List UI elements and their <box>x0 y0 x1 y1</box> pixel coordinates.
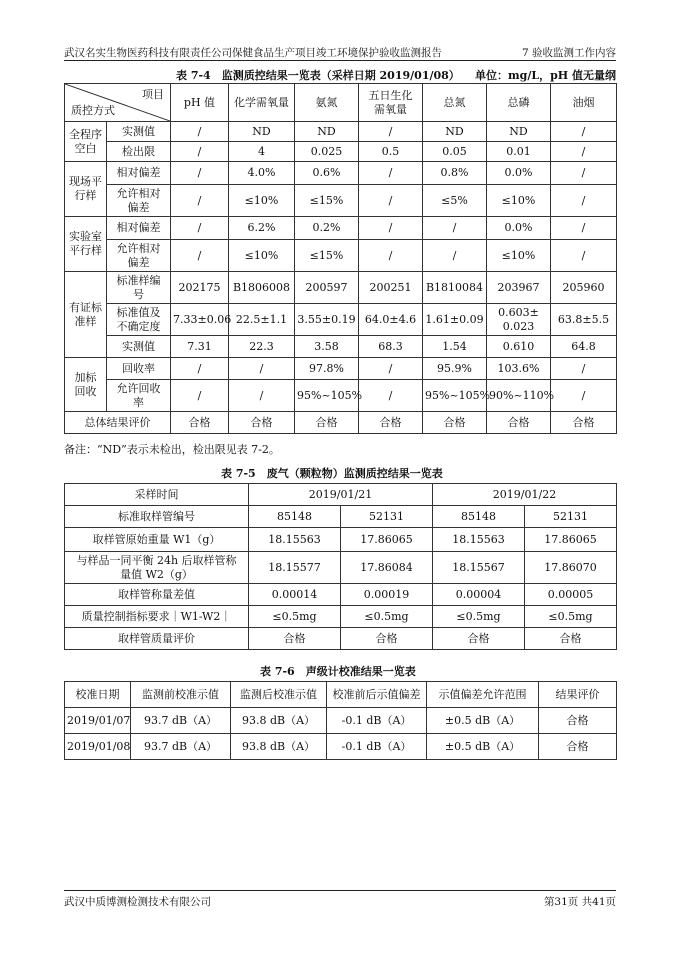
table-7-6-cell: 合格 <box>539 708 617 734</box>
table-7-4-total-cell: 合格 <box>171 412 229 434</box>
table-7-5-cell: 合格 <box>433 628 525 650</box>
table-7-6-cell: 2019/01/07 <box>65 708 131 734</box>
table-7-6-col-header: 示值偏差允许范围 <box>427 682 539 708</box>
table-7-6-cell: 93.8 dB（A） <box>231 708 327 734</box>
table-7-4-cell: / <box>359 122 423 142</box>
table-7-4-total-cell: 合格 <box>487 412 551 434</box>
table-7-4-cell: 200251 <box>359 272 423 304</box>
table-7-4-cell: / <box>229 358 295 380</box>
table-7-5-row-label: 取样管原始重量 W1（g） <box>65 528 249 552</box>
table-7-5-cell: 85148 <box>249 506 341 528</box>
table-7-5-row-label: 取样管质量评价 <box>65 628 249 650</box>
table-7-6-cell: 93.7 dB（A） <box>131 708 231 734</box>
table-7-5-row-label: 采样时间 <box>65 484 249 506</box>
table-7-5-cell: 17.86070 <box>525 552 617 584</box>
table-7-6-cell: 2019/01/08 <box>65 734 131 760</box>
table-7-4-cell: ND <box>423 122 487 142</box>
table-7-4-col-header: 油烟 <box>551 84 617 122</box>
table-7-6-col-header: 结果评价 <box>539 682 617 708</box>
table-7-4-cell: 95%~105% <box>423 380 487 412</box>
table-7-5-row <box>65 584 617 606</box>
table-7-4-cell: / <box>359 185 423 217</box>
table-7-4-col-header: 总磷 <box>487 84 551 122</box>
table-7-4-cell: ≤10% <box>487 240 551 272</box>
table-7-4-cell: 0.025 <box>295 142 359 162</box>
table-7-4-cell: 203967 <box>487 272 551 304</box>
table-7-4-cell: / <box>171 162 229 185</box>
table-7-4-cell: / <box>551 142 617 162</box>
table-7-4-cell: 6.2% <box>229 217 295 240</box>
table-7-5-cell: 合格 <box>525 628 617 650</box>
table-7-6-cell: 93.7 dB（A） <box>131 734 231 760</box>
table-7-4-group-name: 加标 回收 <box>65 358 107 412</box>
table-7-4-cell: 4 <box>229 142 295 162</box>
table-7-6-cell: -0.1 dB（A） <box>327 708 427 734</box>
table-7-4-cell: 0.0% <box>487 162 551 185</box>
table-7-5 <box>64 483 617 650</box>
table-7-4-cell: / <box>359 380 423 412</box>
table-7-4-row-label: 实测值 <box>107 336 171 358</box>
table-7-4-cell: 0.05 <box>423 142 487 162</box>
table-7-4-cell: ≤10% <box>487 185 551 217</box>
table-7-4-header-row <box>65 84 617 122</box>
table-7-4-cell: 90%~110% <box>487 380 551 412</box>
table-7-5-row-label: 取样管称量差值 <box>65 584 249 606</box>
table-7-6 <box>64 681 617 760</box>
table-7-4-cell: 7.33±0.06 <box>171 304 229 336</box>
table-7-6-cell: ±0.5 dB（A） <box>427 734 539 760</box>
table-7-4-col-header: 氨氮 <box>295 84 359 122</box>
table-7-4-total-cell: 合格 <box>229 412 295 434</box>
table-7-5-row <box>65 484 617 506</box>
table-7-4-cell: / <box>551 162 617 185</box>
footer-page-number: 第31页 共41页 <box>543 896 616 908</box>
table-7-6-cell: 93.8 dB（A） <box>231 734 327 760</box>
table-7-6-cell: 合格 <box>539 734 617 760</box>
table-7-4 <box>64 83 617 434</box>
table-7-4-cell: / <box>359 358 423 380</box>
table-7-5-cell: 18.15563 <box>249 528 341 552</box>
table-7-4-cell: / <box>229 380 295 412</box>
table-7-5-cell: 0.00005 <box>525 584 617 606</box>
table-7-4-cell: 205960 <box>551 272 617 304</box>
table-7-4-cell: / <box>359 162 423 185</box>
table-7-4-cell: / <box>551 122 617 142</box>
table-7-4-cell: / <box>359 217 423 240</box>
table-7-4-col-header: 化学需氧量 <box>229 84 295 122</box>
corner-label-item: 项目 <box>142 88 164 101</box>
table-7-5-row <box>65 528 617 552</box>
table-7-4-cell: / <box>551 185 617 217</box>
page-footer <box>64 890 616 907</box>
table-7-5-row <box>65 606 617 628</box>
table-7-5-cell: 18.15563 <box>433 528 525 552</box>
table-7-6-caption: 表 7-6 声级计校准结果一览表 <box>260 665 416 678</box>
table-7-5-row-label: 质量控制指标要求｜W1-W2｜ <box>65 606 249 628</box>
table-7-5-cell: 17.86065 <box>525 528 617 552</box>
table-7-4-cell: 64.8 <box>551 336 617 358</box>
table-7-4-cell: 7.31 <box>171 336 229 358</box>
table-7-4-cell: 1.54 <box>423 336 487 358</box>
table-7-4-cell: / <box>171 240 229 272</box>
table-7-4-cell: 97.8% <box>295 358 359 380</box>
table-7-4-col-header: pH 值 <box>171 84 229 122</box>
table-7-4-row <box>65 217 617 240</box>
table-7-4-row <box>65 336 617 358</box>
table-7-4-cell: 0.5 <box>359 142 423 162</box>
table-7-4-total-cell: 合格 <box>551 412 617 434</box>
table-7-4-cell: 0.610 <box>487 336 551 358</box>
table-7-5-cell: ≤0.5mg <box>433 606 525 628</box>
table-7-4-group-name: 有证标 准样 <box>65 272 107 358</box>
table-7-4-cell: / <box>423 240 487 272</box>
table-7-4-row-label: 允许回收 率 <box>107 380 171 412</box>
table-7-4-col-header: 五日生化 需氧量 <box>359 84 423 122</box>
table-7-4-cell: / <box>551 217 617 240</box>
table-7-4-group-name: 全程序 空白 <box>65 122 107 162</box>
table-7-4-note: 备注：“ND”表示未检出，检出限见表 7-2。 <box>64 443 280 456</box>
table-7-4-row <box>65 185 617 217</box>
page-header <box>64 44 616 61</box>
table-7-6-col-header: 监测后校准示值 <box>231 682 327 708</box>
table-7-4-row-label: 允许相对 偏差 <box>107 185 171 217</box>
table-7-4-cell: 0.0% <box>487 217 551 240</box>
table-7-4-cell: / <box>171 142 229 162</box>
table-7-6-col-header: 校准前后示值偏差 <box>327 682 427 708</box>
table-7-4-row <box>65 142 617 162</box>
table-7-5-cell: 0.00019 <box>341 584 433 606</box>
table-7-4-cell: B1806008 <box>229 272 295 304</box>
table-7-4-cell: / <box>423 217 487 240</box>
table-7-4-cell: / <box>171 217 229 240</box>
table-7-4-cell: / <box>359 240 423 272</box>
table-7-5-cell: ≤0.5mg <box>525 606 617 628</box>
table-7-6-cell: -0.1 dB（A） <box>327 734 427 760</box>
table-7-4-unit: 单位：mg/L，pH 值无量纲 <box>475 69 616 82</box>
table-7-4-cell: 202175 <box>171 272 229 304</box>
table-7-5-cell: 0.00004 <box>433 584 525 606</box>
table-7-4-group-name: 现场平 行样 <box>65 162 107 217</box>
table-7-4-row <box>65 240 617 272</box>
table-7-5-row-label: 标准取样管编号 <box>65 506 249 528</box>
table-7-6-col-header: 校准日期 <box>65 682 131 708</box>
table-7-4-row <box>65 380 617 412</box>
table-7-4-total-cell: 合格 <box>423 412 487 434</box>
table-7-5-cell: 52131 <box>341 506 433 528</box>
table-7-5-cell: ≤0.5mg <box>249 606 341 628</box>
table-7-4-row <box>65 122 617 142</box>
table-7-4-cell: / <box>171 122 229 142</box>
table-7-4-total-cell: 合格 <box>359 412 423 434</box>
table-7-6-cell: ±0.5 dB（A） <box>427 708 539 734</box>
table-7-5-date-header: 2019/01/22 <box>433 484 617 506</box>
table-7-4-cell: 3.58 <box>295 336 359 358</box>
table-7-4-row <box>65 162 617 185</box>
table-7-4-cell: 103.6% <box>487 358 551 380</box>
table-7-5-cell: 17.86084 <box>341 552 433 584</box>
table-7-4-row-label: 标准样编 号 <box>107 272 171 304</box>
table-7-4-cell: ≤10% <box>229 185 295 217</box>
table-7-5-cell: 18.15567 <box>433 552 525 584</box>
table-7-5-cell: 合格 <box>249 628 341 650</box>
table-7-5-row <box>65 552 617 584</box>
table-7-4-cell: 4.0% <box>229 162 295 185</box>
table-7-4-row-label: 标准值及 不确定度 <box>107 304 171 336</box>
table-7-4-total-cell: 合格 <box>295 412 359 434</box>
table-7-4-row <box>65 304 617 336</box>
table-7-6-col-header: 监测前校准示值 <box>131 682 231 708</box>
table-7-4-cell: 22.5±1.1 <box>229 304 295 336</box>
table-7-6-row <box>65 734 617 760</box>
table-7-4-caption: 表 7-4 监测质控结果一览表（采样日期 2019/01/08） <box>176 69 460 82</box>
table-7-5-cell: 17.86065 <box>341 528 433 552</box>
table-7-5-cell: 85148 <box>433 506 525 528</box>
corner-label-qc-method: 质控方式 <box>71 104 115 117</box>
table-7-4-row-label: 允许相对 偏差 <box>107 240 171 272</box>
table-7-4-cell: ND <box>229 122 295 142</box>
table-7-4-row-label: 相对偏差 <box>107 162 171 185</box>
table-7-4-cell: 1.61±0.09 <box>423 304 487 336</box>
table-7-5-row <box>65 506 617 528</box>
table-7-4-cell: 3.55±0.19 <box>295 304 359 336</box>
table-7-4-cell: 0.8% <box>423 162 487 185</box>
table-7-5-cell: ≤0.5mg <box>341 606 433 628</box>
table-7-4-cell: 0.603± 0.023 <box>487 304 551 336</box>
table-7-4-cell: 64.0±4.6 <box>359 304 423 336</box>
table-7-5-date-header: 2019/01/21 <box>249 484 433 506</box>
table-7-4-cell: / <box>551 380 617 412</box>
table-7-4-cell: 95%~105% <box>295 380 359 412</box>
table-7-4-row-label: 实测值 <box>107 122 171 142</box>
table-7-4-cell: / <box>171 380 229 412</box>
table-7-4-cell: ≤15% <box>295 185 359 217</box>
table-7-4-col-header: 总氮 <box>423 84 487 122</box>
table-7-4-total-row <box>65 412 617 434</box>
table-7-4-cell: 95.9% <box>423 358 487 380</box>
table-7-5-cell: 18.15577 <box>249 552 341 584</box>
table-7-6-header-row <box>65 682 617 708</box>
table-7-4-cell: 200597 <box>295 272 359 304</box>
table-7-4-cell: / <box>171 358 229 380</box>
table-7-4-cell: 68.3 <box>359 336 423 358</box>
table-7-4-cell: B1810084 <box>423 272 487 304</box>
table-7-4-total-label: 总体结果评价 <box>65 412 171 434</box>
header-report-title: 武汉名实生物医药科技有限责任公司保健食品生产项目竣工环境保护验收监测报告 <box>64 47 442 59</box>
table-7-4-cell: / <box>551 240 617 272</box>
table-7-4-row <box>65 358 617 380</box>
table-7-4-cell: 63.8±5.5 <box>551 304 617 336</box>
table-7-4-cell: ND <box>487 122 551 142</box>
table-7-4-cell: 0.6% <box>295 162 359 185</box>
table-7-4-cell: / <box>551 358 617 380</box>
table-7-4-row <box>65 272 617 304</box>
table-7-5-row-label: 与样品一同平衡 24h 后取样管称 量值 W2（g） <box>65 552 249 584</box>
table-7-4-group-name: 实验室 平行样 <box>65 217 107 272</box>
table-7-5-row <box>65 628 617 650</box>
table-7-4-cell: 0.01 <box>487 142 551 162</box>
table-7-4-cell: ND <box>295 122 359 142</box>
table-7-4-corner-cell <box>65 84 171 122</box>
footer-company: 武汉中质博测检测技术有限公司 <box>64 896 211 908</box>
table-7-5-caption: 表 7-5 废气（颗粒物）监测质控结果一览表 <box>221 467 443 480</box>
table-7-4-cell: / <box>171 185 229 217</box>
header-section-title: 7 验收监测工作内容 <box>521 47 616 59</box>
table-7-4-row-label: 回收率 <box>107 358 171 380</box>
table-7-4-row-label: 检出限 <box>107 142 171 162</box>
table-7-4-cell: 22.3 <box>229 336 295 358</box>
table-7-6-row <box>65 708 617 734</box>
table-7-5-cell: 0.00014 <box>249 584 341 606</box>
table-7-5-cell: 52131 <box>525 506 617 528</box>
table-7-4-cell: ≤5% <box>423 185 487 217</box>
table-7-4-row-label: 相对偏差 <box>107 217 171 240</box>
table-7-4-cell: 0.2% <box>295 217 359 240</box>
table-7-4-cell: ≤10% <box>229 240 295 272</box>
table-7-5-cell: 合格 <box>341 628 433 650</box>
table-7-4-cell: ≤15% <box>295 240 359 272</box>
